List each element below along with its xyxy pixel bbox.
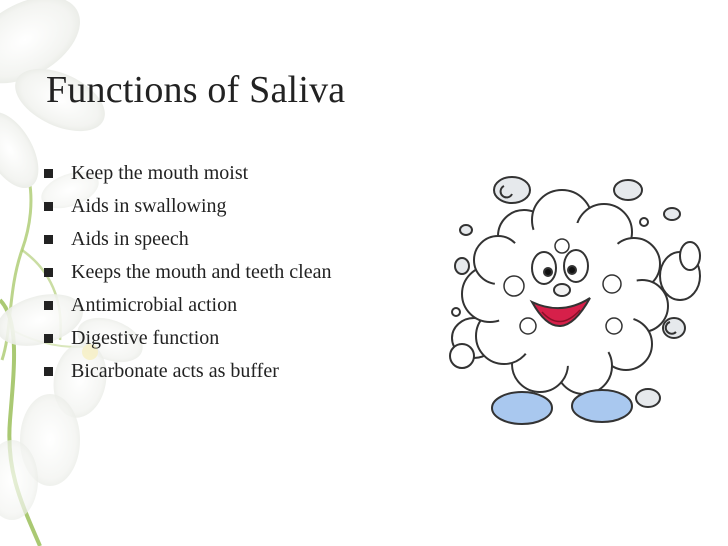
list-item: [44, 194, 344, 218]
bullet-list: [44, 161, 344, 392]
page-title: Functions of Saliva: [46, 69, 346, 111]
saliva-bubble-mascot-icon: [444, 176, 708, 438]
list-item-text: Aids in speech: [71, 228, 189, 250]
square-bullet-icon: [44, 301, 53, 310]
list-item: [44, 293, 344, 317]
square-bullet-icon: [44, 202, 53, 211]
square-bullet-icon: [44, 334, 53, 343]
square-bullet-icon: [44, 367, 53, 376]
square-bullet-icon: [44, 268, 53, 277]
list-item: [44, 227, 344, 251]
list-item-text: Keep the mouth moist: [71, 162, 249, 184]
list-item-text: Bicarbonate acts as buffer: [71, 360, 279, 382]
list-item-text: Aids in swallowing: [71, 195, 227, 217]
list-item: [44, 359, 344, 383]
list-item-text: Digestive function: [71, 327, 220, 349]
list-item-text: Keeps the mouth and teeth clean: [71, 261, 332, 283]
square-bullet-icon: [44, 169, 53, 178]
list-item-text: Antimicrobial action: [71, 294, 238, 316]
list-item: [44, 161, 344, 185]
list-item: [44, 260, 344, 284]
square-bullet-icon: [44, 235, 53, 244]
list-item: [44, 326, 344, 350]
